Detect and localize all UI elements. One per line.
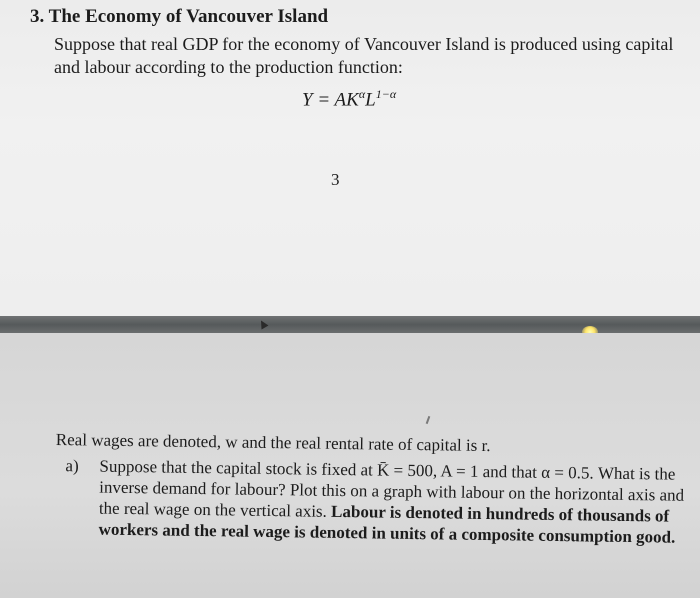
lower-page-text <box>54 430 685 548</box>
formula-exponent-one-minus-alpha: 1−α <box>375 87 397 101</box>
page-number: 3 <box>331 170 340 189</box>
question-title: 3. The Economy of Vancouver Island <box>30 6 329 27</box>
production-function <box>302 87 396 111</box>
part-a-body <box>98 456 685 548</box>
part-a-text: Suppose that the capital stock is fixed at K̄ = 500, A = 1 and that α = 0.5. What is the inverse demand for labour? Plot this on a graph with labour on the horizontal axis and the real wage on the vertical axis. <box>98 456 685 521</box>
question-intro: Suppose that real GDP for the economy of Vancouver Island is produced using capital and labour according to the production function: <box>54 34 674 77</box>
wages-sentence: Real wages are denoted, w and the real rental rate of capital is r. <box>55 430 491 456</box>
part-a-label: a) <box>65 456 79 476</box>
part-a <box>54 455 685 548</box>
formula-base: Y = AK <box>302 89 359 111</box>
formula-exponent-alpha: α <box>358 87 366 101</box>
formula-labour: L <box>365 89 376 111</box>
part-a-bold-text: Labour is denoted in hundreds of thousands of workers and the real wage is denoted in units of a composite consumption good. <box>98 501 676 547</box>
